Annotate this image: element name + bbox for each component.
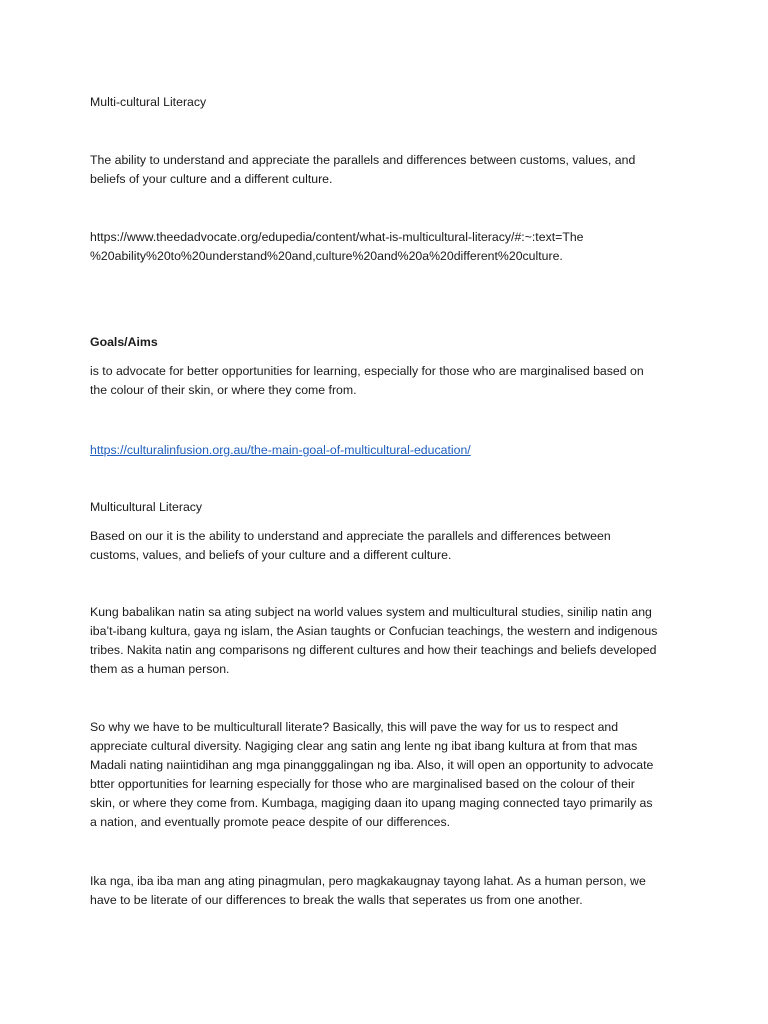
section-title: Multi‑cultural Literacy — [90, 95, 207, 109]
source-link-wrapper — [90, 441, 690, 460]
section-title-2: Multicultural Literacy — [90, 500, 203, 514]
source-url-text: https://www.theedadvocate.org/edupedia/content/what-is-multicultural-literacy/#:~:text=The %20ability%20to%20understand%20and,culture%20and%20a%20different%20culture. — [90, 230, 584, 263]
body-paragraph-2: So why we have to be multiculturall literate? Basically, this will pave the way for us to respect and appreciate cultural diversity. Nagiging clear ang satin ang lente ng ibat ibang kultura at from that mas Madali nating naiintidihan ang mga pinangggalingan ng iba. Also, it will open an opportunity to advocate btter opportunities for learning especially for those who are marginalised based on the colour of their skin, or where they come from. Kumbaga, magiging daan ito upang maging connected tayo primarily as a nation, and eventually promote peace despite of our differences. — [90, 720, 654, 829]
goals-heading: Goals/Aims — [90, 335, 158, 349]
goals-paragraph: is to advocate for better opportunities for learning, especially for those who are marginalised based on the colour of their skin, or where they come from. — [90, 364, 644, 397]
body-paragraph-1: Kung babalikan natin sa ating subject na world values system and multicultural studies, sinilip natin ang iba’t-ibang kultura, gaya ng islam, the Asian taughts or Confucian teachings, the western and indigenous tribes. Nakita natin ang comparisons ng different cultures and how their teachings and beliefs developed them as a human person. — [90, 605, 658, 676]
definition-paragraph: The ability to understand and appreciate the parallels and differences between customs, values, and beliefs of your culture and a different culture. — [90, 153, 636, 186]
definition-paragraph-2: Based on our it is the ability to understand and appreciate the parallels and differences between customs, values, and beliefs of your culture and a different culture. — [90, 529, 611, 562]
source-link[interactable]: https://culturalinfusion.org.au/the-main-goal-of-multicultural-education/ — [90, 443, 471, 457]
body-paragraph-3: Ika nga, iba iba man ang ating pinagmulan, pero magkakaugnay tayong lahat. As a human person, we have to be literate of our differences to break the walls that seperates us from one another. — [90, 874, 646, 907]
